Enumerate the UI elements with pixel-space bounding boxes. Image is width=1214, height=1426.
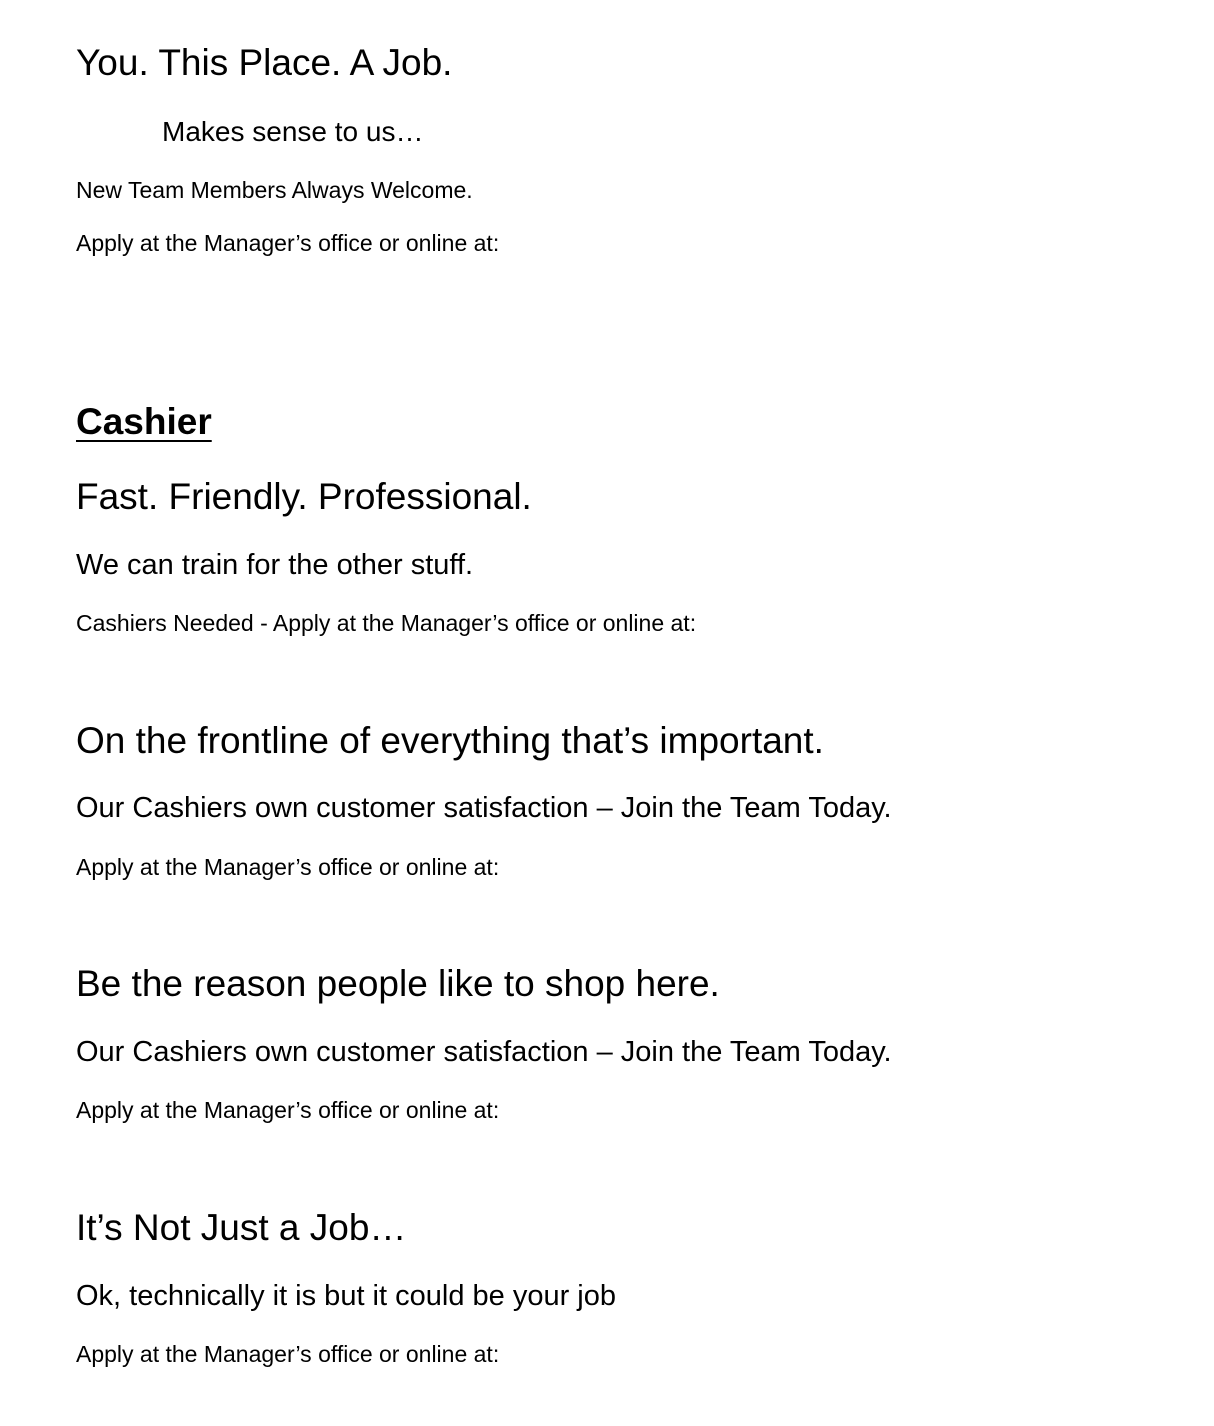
headline-you-this-place: You. This Place. A Job. (76, 42, 453, 83)
apply-line-1: Apply at the Manager’s office or online at: (76, 230, 500, 256)
apply-line-2: Cashiers Needed - Apply at the Manager’s office or online at: (76, 610, 697, 636)
subline-we-can-train: We can train for the other stuff. (76, 549, 474, 581)
headline-not-just-a-job: It’s Not Just a Job… (76, 1207, 407, 1248)
apply-line-5: Apply at the Manager’s office or online at: (76, 1341, 500, 1367)
subline-own-satisfaction-1: Our Cashiers own customer satisfaction – Join the Team Today. (76, 792, 892, 824)
section-title-cashier: Cashier (76, 401, 212, 442)
subline-makes-sense: Makes sense to us… (162, 116, 424, 147)
apply-line-3: Apply at the Manager’s office or online at: (76, 854, 500, 880)
headline-be-the-reason: Be the reason people like to shop here. (76, 963, 720, 1004)
headline-fast-friendly: Fast. Friendly. Professional. (76, 476, 532, 517)
subline-technically: Ok, technically it is but it could be your job (76, 1280, 616, 1312)
apply-line-4: Apply at the Manager’s office or online at: (76, 1097, 500, 1123)
headline-frontline: On the frontline of everything that’s important. (76, 720, 824, 761)
subline-own-satisfaction-2: Our Cashiers own customer satisfaction – Join the Team Today. (76, 1036, 892, 1068)
note-new-team-members: New Team Members Always Welcome. (76, 177, 473, 203)
